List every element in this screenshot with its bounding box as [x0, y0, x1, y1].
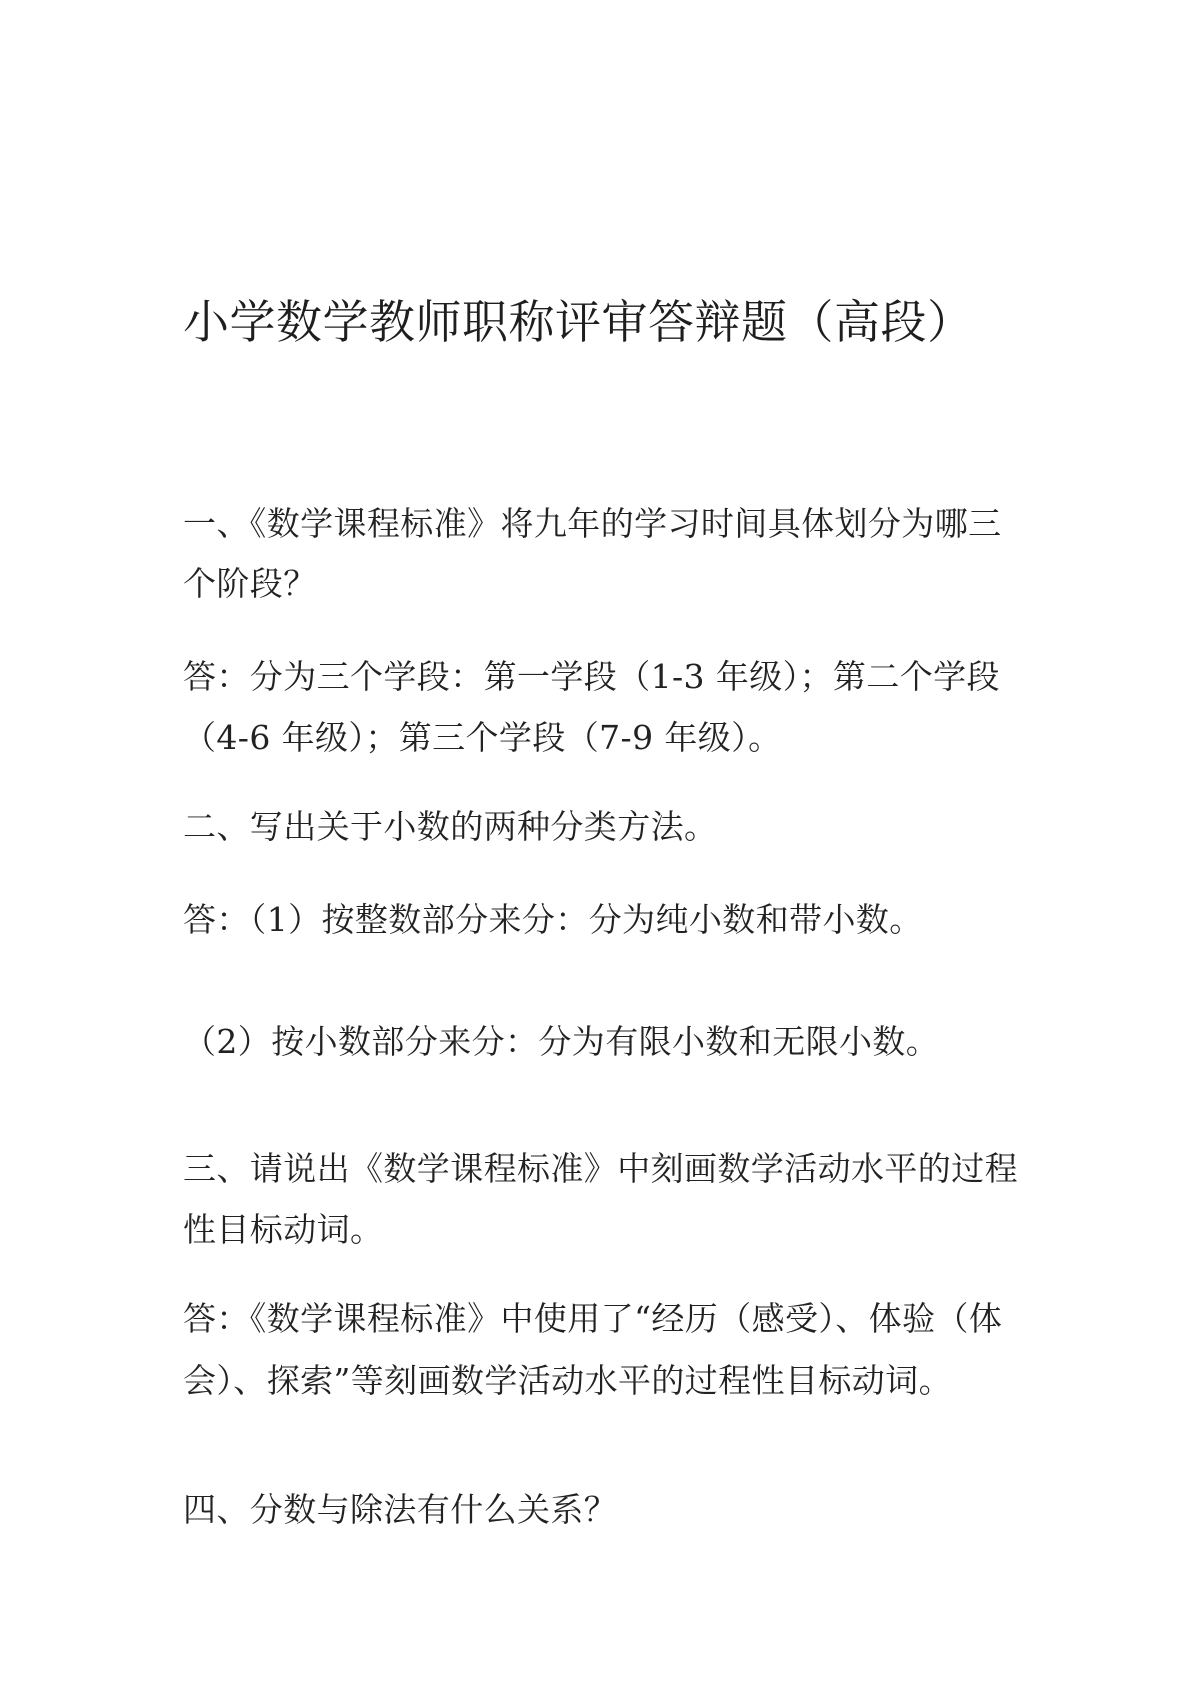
answer-1-line-2: （4-6 年级）；第三个学段（7-9 年级）。	[183, 718, 782, 757]
question-1-line-2: 个阶段？	[183, 564, 317, 603]
answer-3-line-2: 会）、探索”等刻画数学活动水平的过程性目标动词。	[183, 1361, 952, 1400]
question-4: 四、分数与除法有什么关系？	[183, 1490, 618, 1529]
answer-3-line-1: 答：《数学课程标准》中使用了“经历（感受）、体验（体	[183, 1299, 1003, 1338]
question-1-line-1: 一、《数学课程标准》将九年的学习时间具体划分为哪三	[183, 504, 1002, 543]
question-3-line-1: 三、请说出《数学课程标准》中刻画数学活动水平的过程	[183, 1149, 1018, 1188]
page-title: 小学数学教师职称评审答辩题（高段）	[183, 295, 974, 349]
answer-2-line-1: 答：（1）按整数部分来分：分为纯小数和带小数。	[183, 900, 923, 939]
question-3-line-2: 性目标动词。	[183, 1210, 384, 1249]
question-2: 二、写出关于小数的两种分类方法。	[183, 807, 718, 846]
answer-2-line-2: （2）按小数部分来分：分为有限小数和无限小数。	[183, 1022, 940, 1061]
answer-1-line-1: 答：分为三个学段：第一学段（1-3 年级）；第二个学段	[183, 657, 1000, 696]
